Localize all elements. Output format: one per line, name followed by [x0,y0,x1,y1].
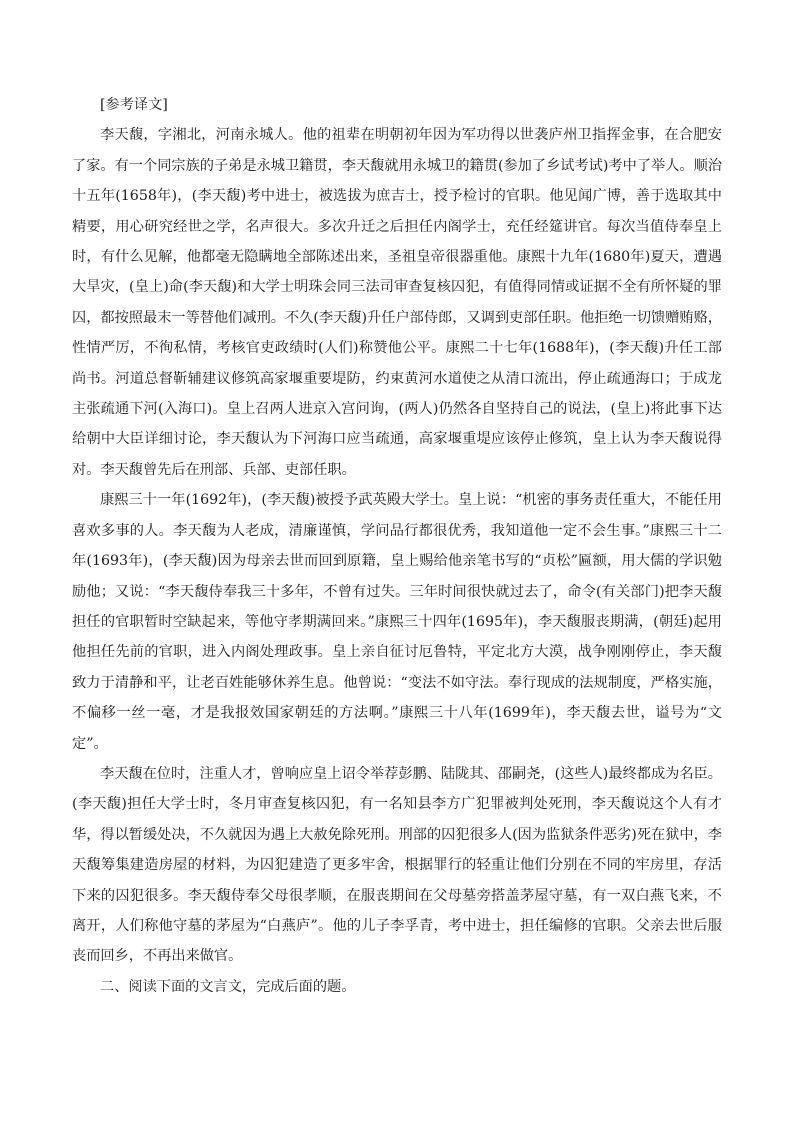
document-body [72,90,722,1002]
translation-paragraph-3: 李天馥在位时，注重人才，曾响应皇上诏令举荐彭鹏、陆陇其、邵嗣尧，(这些人)最终都成为名臣。(李天馥)担任大学士时，冬月审查复核囚犯，有一名知县李方广犯罪被判处死刑，李天馥说这个人有才华，得以暂缓处决，不久就因为遇上大赦免除死刑。刑部的囚犯很多人(因为监狱条件恶劣)死在狱中，李天馥筹集建造房屋的材料，为囚犯建造了更多牢舍，根据罪行的轻重让他们分别在不同的牢房里，存活下来的囚犯很多。李天馥侍奉父母很孝顺，在服丧期间在父母墓旁搭盖茅屋守墓，有一双白燕飞来，不离开，人们称他守墓的茅屋为“白燕庐”。他的儿子李孚青，考中进士，担任编修的官职。父亲去世后服丧而回乡，不再出来做官。 [72,765,722,965]
section-heading: [参考译文] [100,97,168,113]
exercise-instruction: 二、阅读下面的文言文，完成后面的题。 [100,978,356,995]
translation-paragraph-1: 李天馥，字湘北，河南永城人。他的祖辈在明朝初年因为军功得以世袭庐州卫指挥金事，在合肥安了家。有一个同宗族的子弟是永城卫籍贯，李天馥就用永城卫的籍贯(参加了乡试考试)考中了举人。顺治十五年(1658年)，(李天馥)考中进士，被选拔为庶吉士，授予检讨的官职。他见闻广博，善于选取其中精要，用心研究经世之学，名声很大。多次升迁之后担任内阁学士，充任经筵讲官。每次当值侍奉皇上时，有什么见解，他都毫无隐瞒地全部陈述出来，圣祖皇帝很器重他。康熙十九年(1680年)夏天，遭遇大旱灾，(皇上)命(李天馥)和大学士明珠会同三法司审查复核囚犯，有值得同情或证据不全有所怀疑的罪囚，都按照最末一等替他们减刑。不久(李天馥)升任户部侍郎，又调到吏部任职。他拒绝一切馈赠贿赂，性情严厉，不徇私情，考核官吏政绩时(人们)称赞他公平。康熙二十七年(1688年)，(李天馥)升任工部尚书。河道总督靳辅建议修筑高家堰重要堤防，约束黄河水道使之从清口流出，停止疏通海口；于成龙主张疏通下河(入海口)。皇上召两人进京入宫问询，(两人)仍然各自坚持自己的说法，(皇上)将此事下达给朝中大臣详细讨论，李天馥认为下河海口应当疏通，高家堰重堤应该停止修筑，皇上认为李天馥说得对。李天馥曾先后在刑部、兵部、吏部任职。 [72,127,722,478]
translation-paragraph-2: 康熙三十一年(1692年)，(李天馥)被授予武英殿大学士。皇上说：“机密的事务责任重大，不能任用喜欢多事的人。李天馥为人老成，清廉谨慎，学问品行都很优秀，我知道他一定不会生事。”康熙三十二年(1693年)，(李天馥)因为母亲去世而回到原籍，皇上赐给他亲笔书写的“贞松”匾额，用大儒的学识勉励他；又说：“李天馥侍奉我三十多年，不曾有过失。三年时间很快就过去了，命令(有关部门)把李天馥担任的官职暂时空缺起来，等他守孝期满回来。”康熙三十四年(1695年)，李天馥服丧期满，(朝廷)起用他担任先前的官职，进入内阁处理政事。皇上亲自征讨厄鲁特，平定北方大漠，战争刚刚停止，李天馥致力于清静和平，让老百姓能够休养生息。他曾说：“变法不如守法。奉行现成的法规制度，严格实施，不偏移一丝一毫，才是我报效国家朝廷的方法啊。”康熙三十八年(1699年)，李天馥去世，谥号为“文定”。 [72,492,722,752]
